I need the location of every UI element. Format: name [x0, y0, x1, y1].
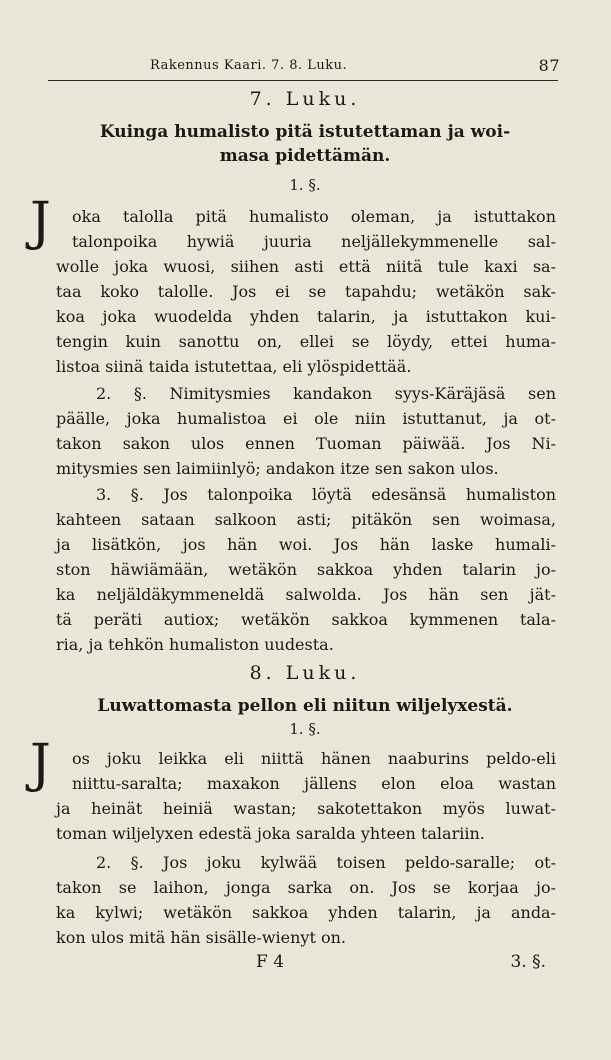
- text-line: mitysmies sen laimiinlyö; andakon itze sen sakon ulos.: [56, 459, 499, 478]
- chapter-7-heading-line-2: masa pidettämän.: [219, 146, 391, 166]
- page-footer: [56, 952, 556, 978]
- text-line: toman wiljelyxen edestä joka saralda yhteen talariin.: [56, 824, 485, 843]
- section-7-1-text: [56, 204, 556, 379]
- section-7-2-text: [56, 381, 556, 481]
- text-line: 2. §. Jos joku kylwää toisen peldo-saralle; ot-: [96, 853, 556, 872]
- text-line: wolle joka wuosi, siihen asti että niitä tule kaxi sa-: [56, 257, 556, 276]
- chapter-8-title: 8. Luku.: [249, 662, 361, 684]
- text-line: niittu-saralta; maxakon jällens elon eloa wastan: [72, 774, 556, 793]
- running-head: [150, 56, 560, 78]
- section-8-2-text: [56, 850, 556, 950]
- chapter-7-heading-line-1: Kuinga humalisto pitä istutettaman ja woi-: [99, 122, 511, 142]
- text-line: ja lisätkön, jos hän woi. Jos hän laske humali-: [56, 535, 556, 554]
- text-line: ka neljäldäkymmeneldä salwolda. Jos hän sen jät-: [56, 585, 556, 604]
- text-line: 3. §. Jos talonpoika löytä edesänsä humaliston: [96, 485, 556, 504]
- text-line: listoa siinä taida istutettaa, eli ylöspidettää.: [56, 357, 412, 376]
- text-line: takon sakon ulos ennen Tuoman päiwää. Jos Ni-: [56, 434, 556, 453]
- text-line: kahteen sataan salkoon asti; pitäkön sen woimasa,: [56, 510, 556, 529]
- text-line: tengin kuin sanottu on, ellei se löydy, ettei huma-: [56, 332, 556, 351]
- text-line: kon ulos mitä hän sisälle-wienyt on.: [56, 928, 346, 947]
- section-8-1-label: 1. §.: [289, 720, 321, 738]
- chapter-7-title: 7. Luku.: [249, 88, 361, 110]
- text-line: ston häwiämään, wetäkön sakkoa yhden talarin jo-: [56, 560, 556, 579]
- text-line: ria, ja tehkön humaliston uudesta.: [56, 635, 334, 654]
- text-line: talonpoika hywiä juuria neljällekymmenelle sal-: [72, 232, 556, 251]
- catchword: 3. §.: [510, 952, 546, 972]
- text-line: ka kylwi; wetäkön sakkoa yhden talarin, ja anda-: [56, 903, 556, 922]
- text-line: taa koko talolle. Jos ei se tapahdu; wetäkön sak-: [56, 282, 556, 301]
- running-head-title: Rakennus Kaari. 7. 8. Luku.: [150, 58, 348, 73]
- page-number: 87: [538, 56, 560, 75]
- text-line: päälle, joka humalistoa ei ole niin istuttanut, ja ot-: [56, 409, 556, 428]
- signature-mark: F 4: [256, 952, 285, 972]
- text-line: os joku leikka eli niittä hänen naaburins peldo-eli: [72, 749, 556, 768]
- header-rule: [48, 80, 558, 81]
- drop-cap-7-1: J: [30, 192, 51, 252]
- text-line: koa joka wuodelda yhden talarin, ja istuttakon kui-: [56, 307, 556, 326]
- chapter-8-heading: Luwattomasta pellon eli niitun wiljelyxestä.: [97, 696, 513, 716]
- text-line: oka talolla pitä humalisto oleman, ja istuttakon: [72, 207, 556, 226]
- text-line: tä peräti autiox; wetäkön sakkoa kymmenen tala-: [56, 610, 556, 629]
- text-line: 2. §. Nimitysmies kandakon syys-Käräjäsä sen: [96, 384, 556, 403]
- text-line: takon se laihon, jonga sarka on. Jos se korjaa jo-: [56, 878, 556, 897]
- section-7-1-label: 1. §.: [289, 176, 321, 194]
- text-line: ja heinät heiniä wastan; sakotettakon myös luwat-: [56, 799, 556, 818]
- section-7-3-text: [56, 482, 556, 657]
- drop-cap-8-1: J: [30, 734, 51, 794]
- section-8-1-text: [56, 746, 556, 846]
